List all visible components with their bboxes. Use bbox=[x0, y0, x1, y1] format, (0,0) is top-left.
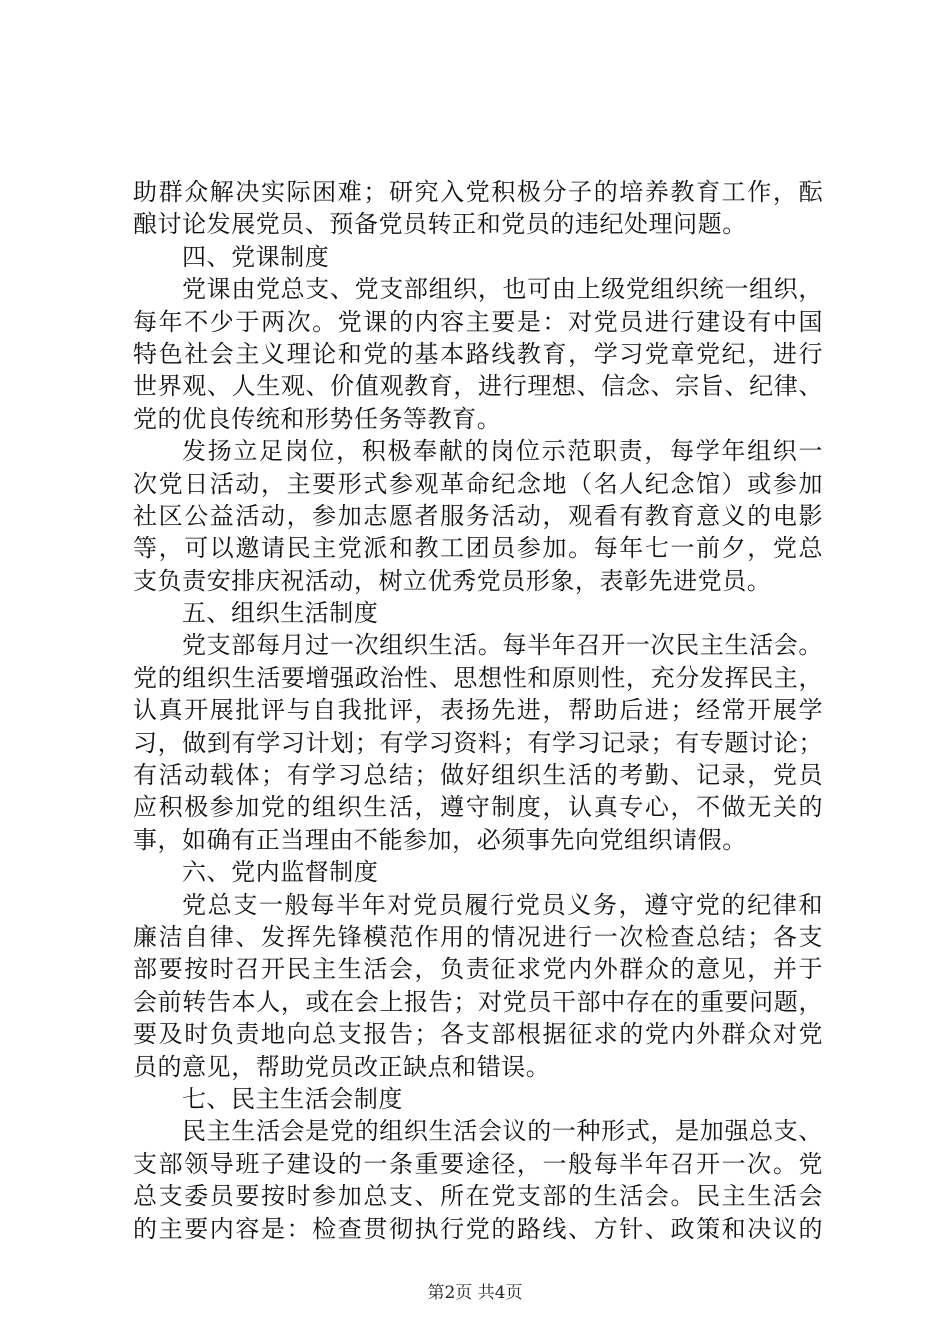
text-line: 部要按时召开民主生活会，负责征求党内外群众的意见，并于 bbox=[133, 955, 823, 984]
section-heading: 六、党内监督制度 bbox=[182, 858, 379, 887]
text-line: 每年不少于两次。党课的内容主要是：对党员进行建设有中国 bbox=[133, 307, 823, 336]
document-page bbox=[133, 176, 823, 1245]
section-heading: 七、民主生活会制度 bbox=[182, 1084, 403, 1113]
text-line: 民主生活会是党的组织生活会议的一种形式，是加强总支、 bbox=[182, 1117, 823, 1146]
text-line: 支部领导班子建设的一条重要途径，一般每半年召开一次。党 bbox=[133, 1149, 823, 1178]
text-line: 党的优良传统和形势任务等教育。 bbox=[133, 404, 502, 433]
text-line: 世界观、人生观、价值观教育，进行理想、信念、宗旨、纪律、 bbox=[133, 372, 823, 401]
text-line: 支负责安排庆祝活动，树立优秀党员形象，表彰先进党员。 bbox=[133, 566, 772, 595]
page-footer: 第2页 共4页 bbox=[427, 1283, 523, 1303]
text-line: 党总支一般每半年对党员履行党员义务，遵守党的纪律和 bbox=[182, 890, 823, 919]
text-line: 社区公益活动，参加志愿者服务活动，观看有教育意义的电影 bbox=[133, 501, 823, 530]
text-line: 习，做到有学习计划；有学习资料；有学习记录；有专题讨论； bbox=[133, 728, 823, 757]
text-line: 助群众解决实际困难；研究入党积极分子的培养教育工作，酝 bbox=[133, 178, 823, 206]
text-line: 认真开展批评与自我批评，表扬先进，帮助后进；经常开展学 bbox=[133, 696, 823, 725]
text-line: 等，可以邀请民主党派和教工团员参加。每年七一前夕，党总 bbox=[133, 534, 823, 563]
text-line: 次党日活动，主要形式参观革命纪念地（名人纪念馆）或参加 bbox=[133, 469, 823, 498]
text-line: 有活动载体；有学习总结；做好组织生活的考勤、记录，党员 bbox=[133, 761, 823, 790]
text-line: 事，如确有正当理由不能参加，必须事先向党组织请假。 bbox=[133, 825, 747, 854]
text-line: 党课由党总支、党支部组织，也可由上级党组织统一组织， bbox=[182, 275, 823, 304]
text-line: 员的意见，帮助党员改正缺点和错误。 bbox=[133, 1052, 551, 1081]
text-line: 会前转告本人，或在会上报告；对党员干部中存在的重要问题， bbox=[133, 987, 823, 1016]
text-line: 要及时负责地向总支报告；各支部根据征求的党内外群众对党 bbox=[133, 1020, 823, 1049]
text-line: 应积极参加党的组织生活，遵守制度，认真专心，不做无关的 bbox=[133, 793, 823, 822]
text-line: 特色社会主义理论和党的基本路线教育，学习党章党纪，进行 bbox=[133, 339, 823, 368]
text-line: 党的组织生活要增强政治性、思想性和原则性，充分发挥民主， bbox=[133, 663, 823, 692]
text-line: 酿讨论发展党员、预备党员转正和党员的违纪处理问题。 bbox=[133, 210, 747, 239]
text-line: 党支部每月过一次组织生活。每半年召开一次民主生活会。 bbox=[182, 631, 823, 660]
text-line: 廉洁自律、发挥先锋模范作用的情况进行一次检查总结；各支 bbox=[133, 922, 823, 951]
section-heading: 五、组织生活制度 bbox=[182, 599, 379, 628]
text-line: 总支委员要按时参加总支、所在党支部的生活会。民主生活会 bbox=[133, 1182, 823, 1211]
text-line: 的主要内容是：检查贯彻执行党的路线、方针、政策和决议的 bbox=[133, 1214, 823, 1243]
section-heading: 四、党课制度 bbox=[182, 242, 330, 271]
text-line: 发扬立足岗位，积极奉献的岗位示范职责，每学年组织一 bbox=[182, 437, 823, 466]
